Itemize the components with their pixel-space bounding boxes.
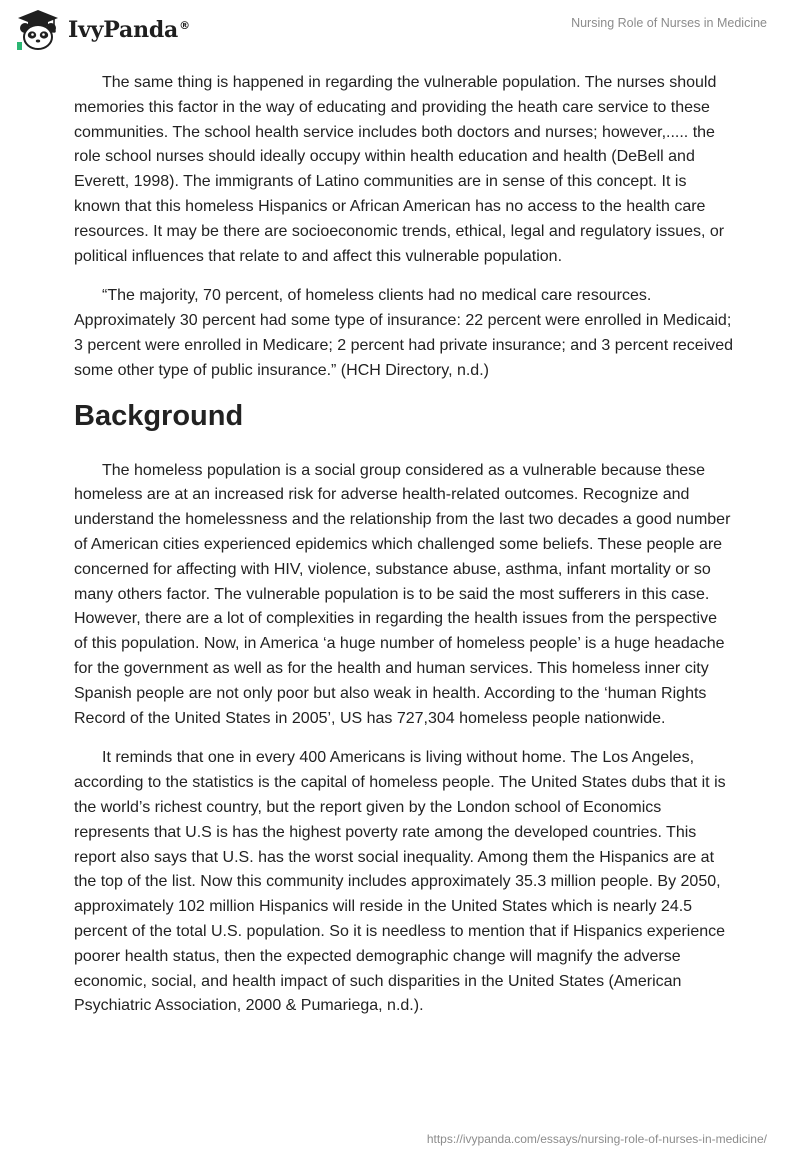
page-header: [0, 0, 800, 60]
brand-logo[interactable]: [14, 8, 190, 52]
footer-url[interactable]: https://ivypanda.com/essays/nursing-role-of-nurses-in-medicine/: [426, 1132, 767, 1146]
paragraph: The homeless population is a social group considered as a vulnerable because these homeless are at an increased risk for adverse health-related outcomes. Recognize and understand the homelessness and the relationship from the last two decades a good number of American cities experienced epidemics which challenged some beliefs. These people are concerned for affecting with HIV, violence, substance abuse, asthma, infant mortality or so many others factor. The vulnerable population is to be said the most sufferers in this case. However, there are a lot of complexities in regarding the health issues from the perspective of this population. Now, in America ‘a huge number of homeless people’ is a huge headache for the government as well as for the health and human services. This homeless inner city Spanish people are not only poor but also weak in health. According to the ‘human Rights Record of the United States in 2005’, US has 727,304 homeless people nationwide.: [74, 461, 731, 727]
section-heading-background: Background: [74, 399, 244, 432]
panda-graduate-icon: [14, 8, 62, 52]
paragraph: “The majority, 70 percent, of homeless clients had no medical care resources. Approximately 30 percent had some type of insurance: 22 percent were enrolled in Medicaid; 3 percent were enrolled in Medicare; 2 percent had private insurance; and 3 percent received some other type of public insurance.” (HCH Directory, n.d.): [74, 287, 734, 379]
paragraph: It reminds that one in every 400 Americans is living without home. The Los Angeles, according to the statistics is the capital of homeless people. The United States dubs that it is the world’s richest country, but the report given by the London school of Economics represents that U.S is has the highest poverty rate among the developed countries. This report also says that U.S. has the worst social inequality. Among them the Hispanics are at the top of the list. Now this community includes approximately 35.3 million people. By 2050, approximately 102 million Hispanics will reside in the United States which is nearly 24.5 percent of the total U.S. population. So it is needless to mention that if Hispanics experience poorer health status, then the expected demographic change will magnify the adverse economic, social, and health impact of such disparities in the United States (American Psychiatric Association, 2000 & Pumariega, n.d.).: [74, 749, 726, 1015]
running-title: Nursing Role of Nurses in Medicine: [571, 16, 767, 30]
paragraph: The same thing is happened in regarding the vulnerable population. The nurses should memories this factor in the way of educating and providing the heath care service to these communities. The school health service includes both doctors and nurses; however,..... the role school nurses should ideally occupy within health education and health (DeBell and Everett, 1998). The immigrants of Latino communities are in sense of this concept. It is known that this homeless Hispanics or African American has no access to the health care resources. It may be there are socioeconomic trends, ethical, legal and regulatory issues, or political influences that relate to and affect this vulnerable population.: [74, 74, 725, 265]
essay-content: [74, 71, 734, 1034]
brand-name: IvyPanda®: [68, 17, 190, 43]
